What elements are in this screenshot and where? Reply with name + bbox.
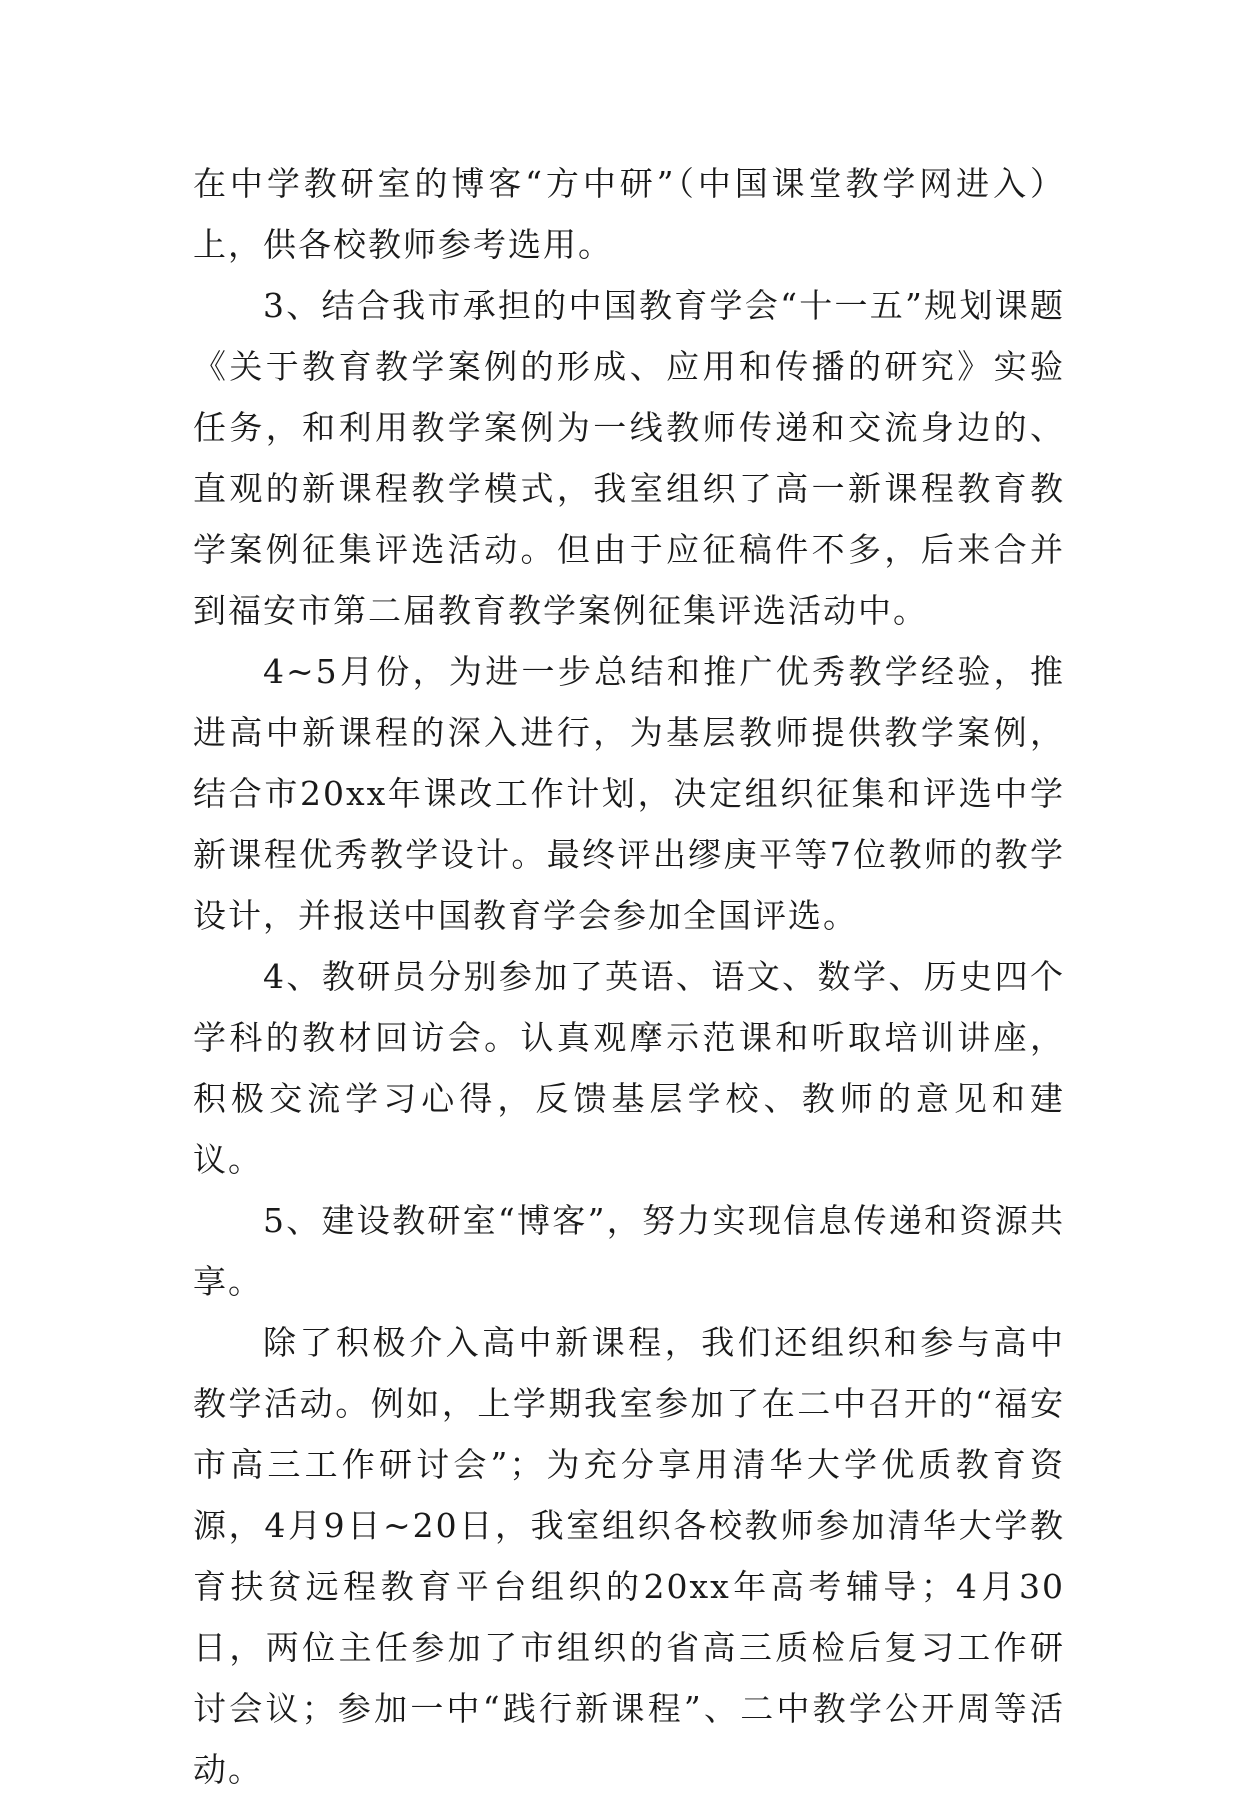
paragraph-activities: 除了积极介入高中新课程，我们还组织和参与高中教学活动。例如，上学期我室参加了在二中召开的“福安市高三工作研讨会”；为充分享用清华大学优质教育资源，4月9日~20日，我室组织各校教师参加清华大学教育扶贫远程教育平台组织的20xx年高考辅导；4月30日，两位主任参加了市组织的省高三质检后复习工作研讨会议；参加一中“践行新课程”、二中教学公开周等活动。: [193, 1323, 1065, 1789]
document-body: [193, 153, 1065, 1800]
paragraph-item-5: 5、建设教研室“博客”，努力实现信息传递和资源共享。: [193, 1201, 1065, 1301]
paragraph-april-may: 4~5月份，为进一步总结和推广优秀教学经验，推进高中新课程的深入进行，为基层教师提供教学案例，结合市20xx年课改工作计划，决定组织征集和评选中学新课程优秀教学设计。最终评出缪庚平等7位教师的教学设计，并报送中国教育学会参加全国评选。: [193, 652, 1065, 935]
paragraph-continuation: 在中学教研室的博客“方中研”（中国课堂教学网进入）上，供各校教师参考选用。: [193, 164, 1065, 264]
paragraph-item-3: 3、结合我市承担的中国教育学会“十一五”规划课题《关于教育教学案例的形成、应用和传播的研究》实验任务，和利用教学案例为一线教师传递和交流身边的、直观的新课程教学模式，我室组织了高一新课程教育教学案例征集评选活动。但由于应征稿件不多，后来合并到福安市第二届教育教学案例征集评选活动中。: [193, 286, 1065, 630]
paragraph-item-4: 4、教研员分别参加了英语、语文、数学、历史四个学科的教材回访会。认真观摩示范课和听取培训讲座，积极交流学习心得，反馈基层学校、教师的意见和建议。: [193, 957, 1065, 1179]
